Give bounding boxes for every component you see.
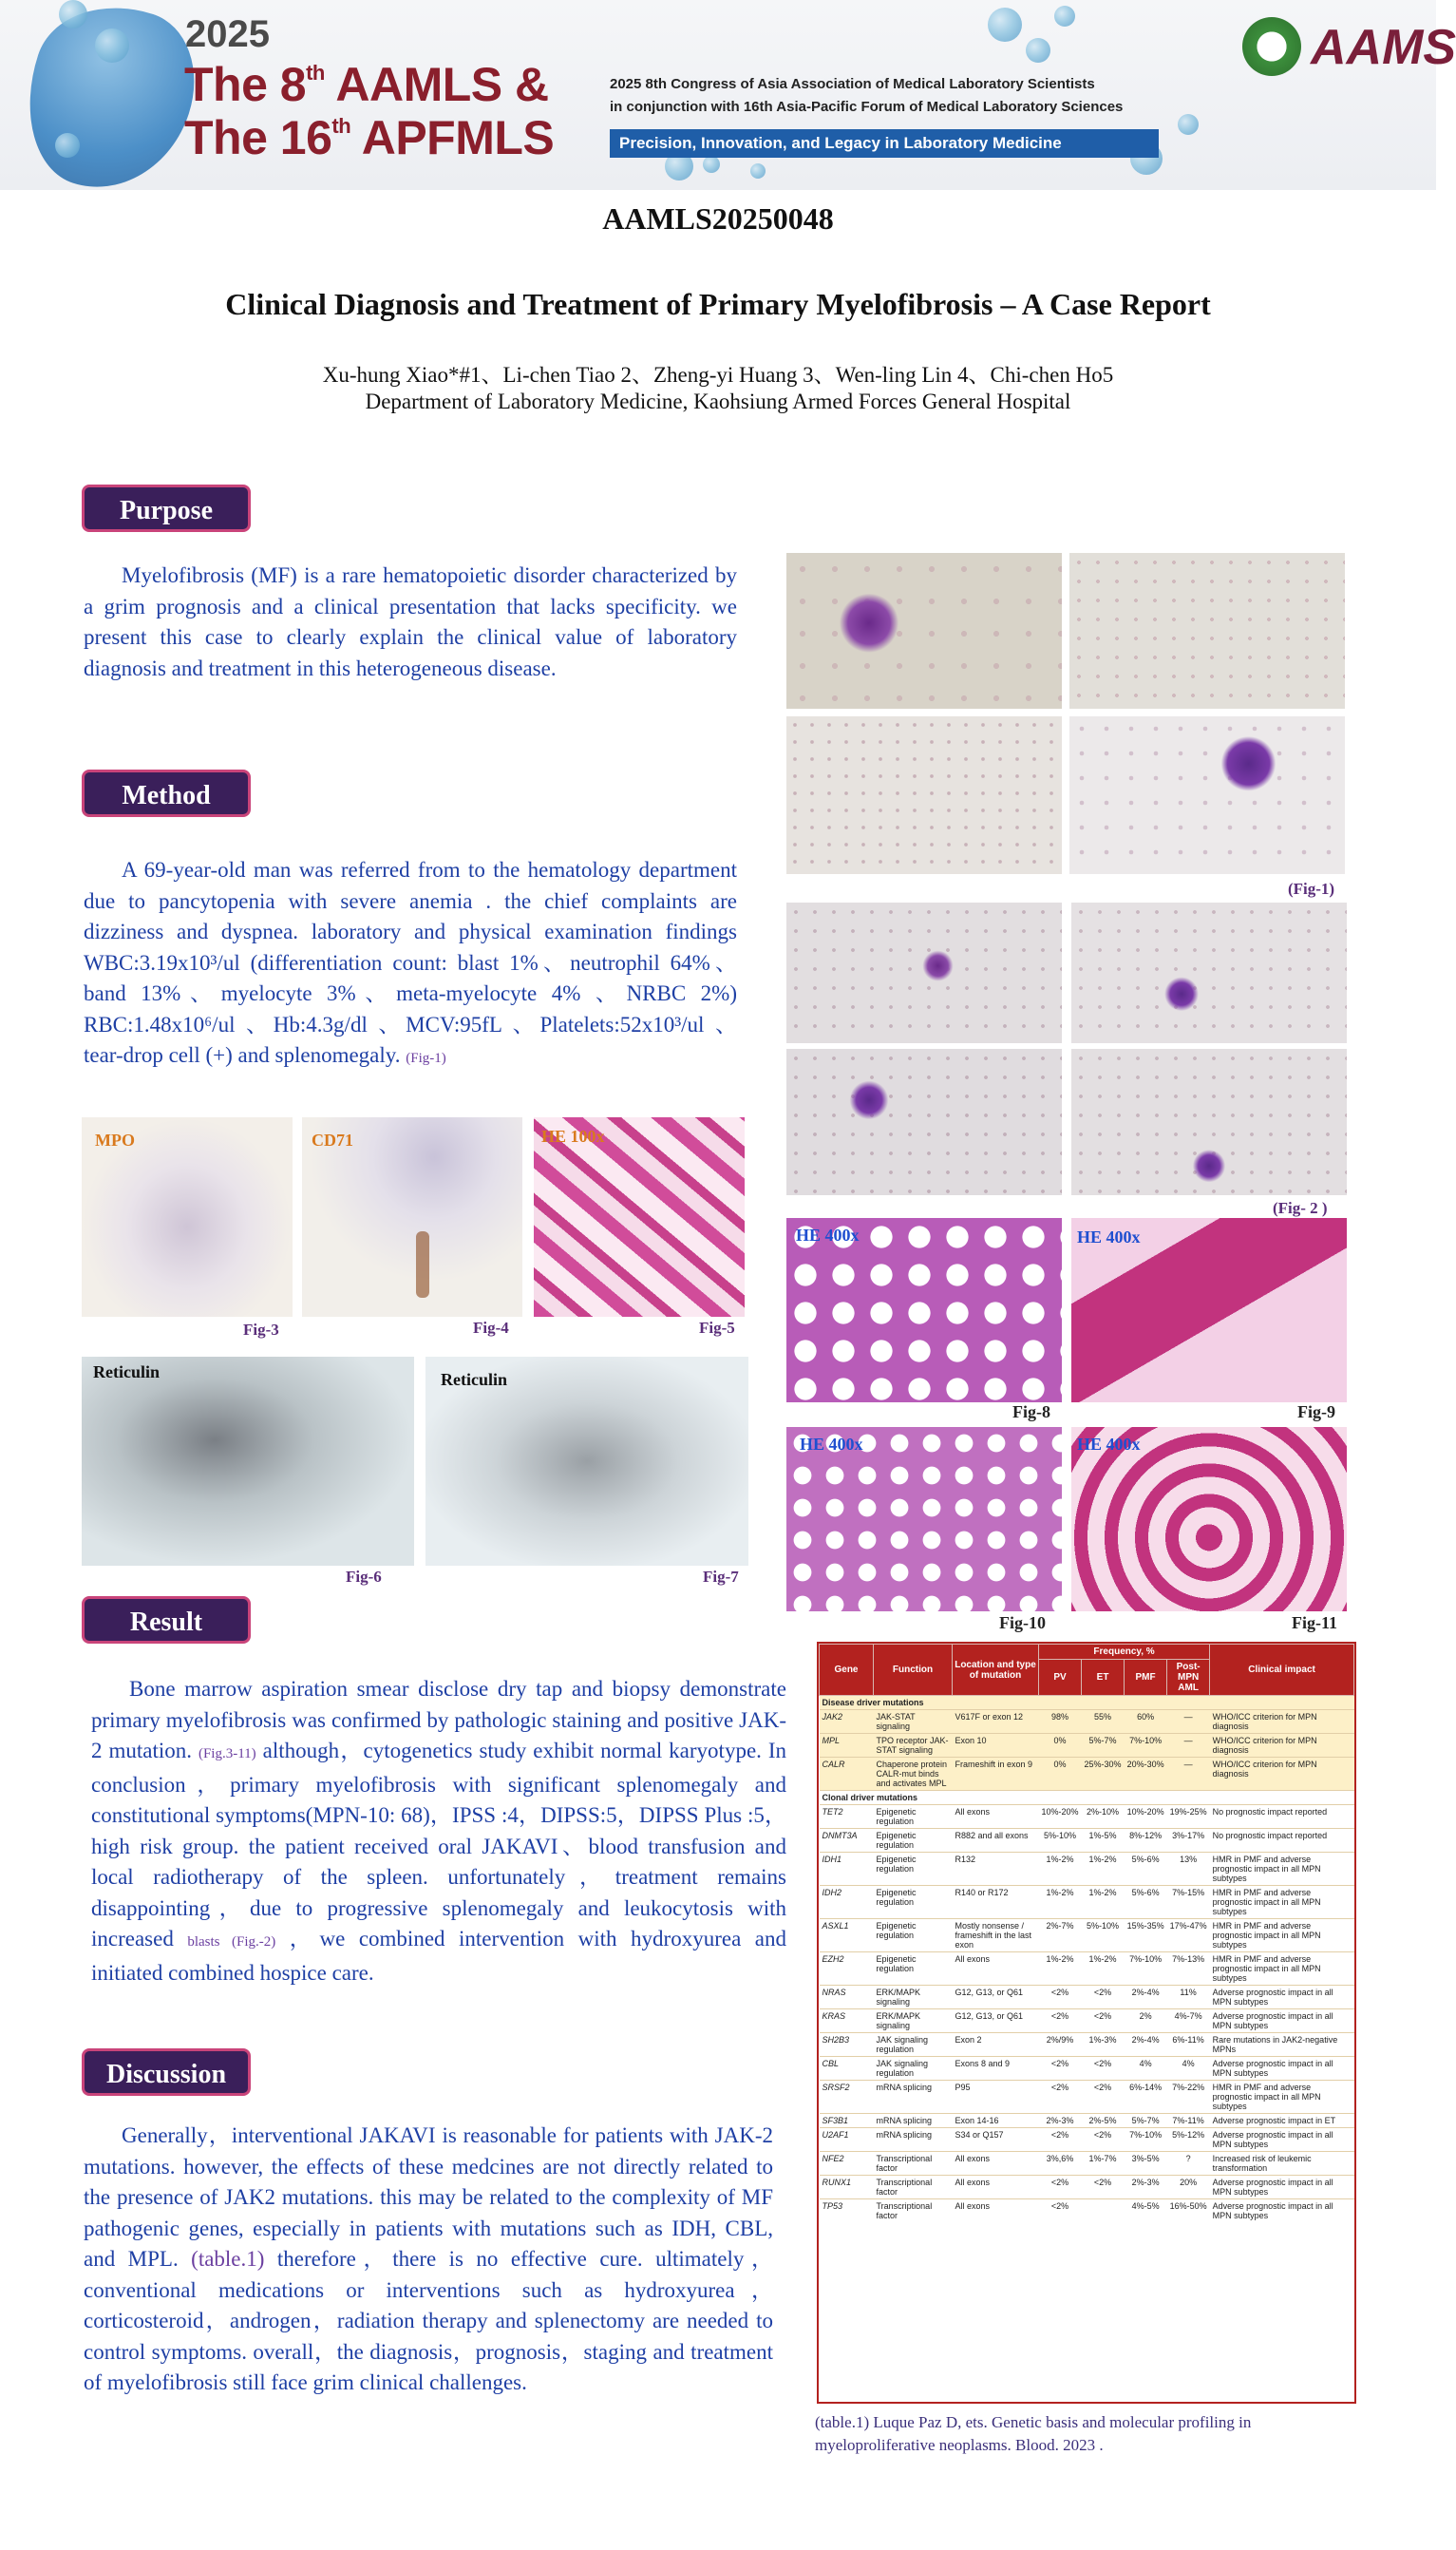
table-cell: Adverse prognostic impact in all MPN subtypes [1210, 2057, 1354, 2081]
table-cell: Epigenetic regulation [874, 1919, 953, 1952]
table-cell: Chaperone protein CALR-mut binds and activates MPL [874, 1758, 953, 1791]
result-citation-a: (Fig.3-11) [198, 1746, 256, 1761]
table-cell: 1%-2% [1039, 1853, 1082, 1886]
table-cell: Adverse prognostic impact in all MPN subtypes [1210, 2128, 1354, 2152]
he400-label-fig9: HE 400x [1077, 1227, 1141, 1246]
table-cell: Adverse prognostic impact in all MPN subtypes [1210, 2176, 1354, 2199]
bubble-decoration [750, 163, 766, 179]
table-cell: <2% [1039, 2057, 1082, 2081]
he400-label-fig11: HE 400x [1077, 1435, 1141, 1454]
table-cell: NRAS [820, 1986, 874, 2009]
blood-smear-image-5 [786, 903, 1062, 1043]
table-group-clonal: Clonal driver mutations [820, 1791, 1354, 1805]
table-cell: 7%-11% [1167, 2114, 1210, 2128]
table-cell: R132 [953, 1853, 1039, 1886]
banner-subtitle-line2: in conjunction with 16th Asia-Pacific Forum of Medical Laboratory Sciences [610, 99, 1124, 115]
table-row [820, 1919, 1354, 1952]
table-cell: SH2B3 [820, 2033, 874, 2057]
he-400x-image-fig10 [786, 1427, 1062, 1611]
table-header-et: ET [1082, 1660, 1125, 1696]
table-cell: CBL [820, 2057, 874, 2081]
table-cell: <2% [1039, 2009, 1082, 2033]
table-cell: Adverse prognostic impact in all MPN subtypes [1210, 2199, 1354, 2223]
table-cell: IDH1 [820, 1853, 874, 1886]
table-cell: DNMT3A [820, 1829, 874, 1853]
fig11-caption: Fig-11 [1292, 1613, 1337, 1632]
table-cell: All exons [953, 1805, 1039, 1829]
fig1-caption: (Fig-1) [1288, 880, 1335, 898]
table-cell: 20%-30% [1125, 1758, 1167, 1791]
table-cell: 1%-2% [1082, 1886, 1125, 1919]
table-cell: 1%-2% [1082, 1952, 1125, 1986]
table-cell: 2%-4% [1125, 1986, 1167, 2009]
blood-smear-image-6 [1071, 903, 1347, 1043]
table-cell: 5%-12% [1167, 2128, 1210, 2152]
table-cell: Exons 8 and 9 [953, 2057, 1039, 2081]
table-cell: All exons [953, 2176, 1039, 2199]
table-cell: ? [1167, 2152, 1210, 2176]
aams-logo: AAMS [1311, 20, 1456, 75]
discussion-heading: Discussion [82, 2048, 251, 2096]
table-cell: 4%-7% [1167, 2009, 1210, 2033]
table-cell: <2% [1039, 2199, 1082, 2223]
table-cell: Transcriptional factor [874, 2199, 953, 2223]
table-cell: WHO/ICC criterion for MPN diagnosis [1210, 1710, 1354, 1734]
table-cell: <2% [1082, 2009, 1125, 2033]
reticulin-stain-image-1 [82, 1357, 414, 1566]
fig8-caption: Fig-8 [1012, 1402, 1050, 1421]
he-400x-image-fig8 [786, 1218, 1062, 1402]
table-cell: Adverse prognostic impact in all MPN subtypes [1210, 2009, 1354, 2033]
table-cell: No prognostic impact reported [1210, 1829, 1354, 1853]
table-cell: 3%-5% [1125, 2152, 1167, 2176]
table-driver-section [820, 1696, 1354, 1791]
table-cell [1082, 2199, 1125, 2223]
paper-id: AAMLS20250048 [602, 201, 834, 236]
table-cell: mRNA splicing [874, 2081, 953, 2114]
mpo-stain-image [82, 1117, 293, 1317]
table-header-gene: Gene [820, 1645, 874, 1696]
table-cell: HMR in PMF and adverse prognostic impact in all MPN subtypes [1210, 1886, 1354, 1919]
fig10-caption: Fig-10 [999, 1613, 1046, 1632]
table-cell: 1%-2% [1039, 1952, 1082, 1986]
table-cell: Adverse prognostic impact in ET [1210, 2114, 1354, 2128]
table-cell: 7%-10% [1125, 1734, 1167, 1758]
table-cell: RUNX1 [820, 2176, 874, 2199]
table-cell: Exon 10 [953, 1734, 1039, 1758]
table-row [820, 1853, 1354, 1886]
table-cell: 1%-2% [1082, 1853, 1125, 1886]
table-cell: WHO/ICC criterion for MPN diagnosis [1210, 1734, 1354, 1758]
table-cell: R882 and all exons [953, 1829, 1039, 1853]
table-cell: 5%-10% [1039, 1829, 1082, 1853]
table-cell: No prognostic impact reported [1210, 1805, 1354, 1829]
table-cell: <2% [1039, 1986, 1082, 2009]
table-cell: NFE2 [820, 2152, 874, 2176]
method-heading: Method [82, 770, 251, 817]
bubble-decoration [95, 29, 129, 63]
table-cell: Rare mutations in JAK2-negative MPNs [1210, 2033, 1354, 2057]
table-row [820, 1710, 1354, 1734]
cd71-label: CD71 [312, 1131, 353, 1150]
table-cell: <2% [1082, 2128, 1125, 2152]
table-row [820, 2114, 1354, 2128]
table-cell: 25%-30% [1082, 1758, 1125, 1791]
congress-banner [0, 0, 1456, 190]
table-row [820, 1829, 1354, 1853]
table-row [820, 1986, 1354, 2009]
table-cell: All exons [953, 1952, 1039, 1986]
table-cell: 55% [1082, 1710, 1125, 1734]
table-cell: 2% [1125, 2009, 1167, 2033]
table-header-frequency: Frequency, % [1039, 1645, 1210, 1660]
table-cell: P95 [953, 2081, 1039, 2114]
table-cell: 7%-10% [1125, 1952, 1167, 1986]
table-cell: mRNA splicing [874, 2114, 953, 2128]
table-row [820, 2176, 1354, 2199]
table-cell: ERK/MAPK signaling [874, 2009, 953, 2033]
bubble-decoration [55, 133, 80, 158]
table-header-post-mpn-aml: Post-MPN AML [1167, 1660, 1210, 1696]
table-cell: 2%-5% [1082, 2114, 1125, 2128]
table-cell: Epigenetic regulation [874, 1829, 953, 1853]
paper-affiliation: Department of Laboratory Medicine, Kaohsiung Armed Forces General Hospital [365, 390, 1071, 413]
table-row [820, 1805, 1354, 1829]
table-cell: Increased risk of leukemic transformation [1210, 2152, 1354, 2176]
gene-mutation-table [819, 1644, 1354, 2222]
blood-smear-image-4 [1069, 716, 1345, 874]
he100-label: HE 100x [541, 1127, 605, 1146]
table-cell: JAK signaling regulation [874, 2057, 953, 2081]
table-cell: 20% [1167, 2176, 1210, 2199]
table-cell: 13% [1167, 1853, 1210, 1886]
table-cell: All exons [953, 2199, 1039, 2223]
table-cell: HMR in PMF and adverse prognostic impact in all MPN subtypes [1210, 2081, 1354, 2114]
he400-label-fig8: HE 400x [796, 1226, 860, 1245]
banner-year: 2025 [185, 13, 270, 55]
table-cell: TPO receptor JAK-STAT signaling [874, 1734, 953, 1758]
table-header-location: Location and type of mutation [953, 1645, 1039, 1696]
table-cell: JAK signaling regulation [874, 2033, 953, 2057]
table-cell: <2% [1082, 2081, 1125, 2114]
table-cell: 3%,6% [1039, 2152, 1082, 2176]
reticulin-stain-image-2 [425, 1357, 748, 1566]
table-cell: 17%-47% [1167, 1919, 1210, 1952]
table-row [820, 1758, 1354, 1791]
result-heading: Result [82, 1596, 251, 1644]
fig4-caption: Fig-4 [473, 1319, 509, 1337]
table-cell: 7%-13% [1167, 1952, 1210, 1986]
table-cell: HMR in PMF and adverse prognostic impact in all MPN subtypes [1210, 1919, 1354, 1952]
table-cell: 5%-10% [1082, 1919, 1125, 1952]
table-group-driver: Disease driver mutations [820, 1696, 1354, 1710]
table-cell: 5%-7% [1082, 1734, 1125, 1758]
table-cell: 2%-7% [1039, 1919, 1082, 1952]
blood-smear-image-3 [786, 716, 1062, 874]
paper-authors: Xu-hung Xiao*#1、Li-chen Tiao 2、Zheng-yi Huang 3、Wen-ling Lin 4、Chi-chen Ho5 [322, 363, 1114, 387]
table-cell: mRNA splicing [874, 2128, 953, 2152]
table-cell: ASXL1 [820, 1919, 874, 1952]
table-cell: <2% [1039, 2081, 1082, 2114]
table-header-function: Function [874, 1645, 953, 1696]
table-cell: 16%-50% [1167, 2199, 1210, 2223]
table-cell: ERK/MAPK signaling [874, 1986, 953, 2009]
method-paragraph: A 69-year-old man was referred from to the hematology department due to pancytopenia with severe anemia . the chief complaints are dizziness and dyspnea. laboratory and physical examination findings WBC:3.19x10³/ul (differentiation count: blast 1%、neutrophil 64%、band 13%、myelocyte 3%、meta-myelocyte 4% 、NRBC 2%) RBC:1.48x10⁶/ul 、Hb:4.3g/dl 、MCV:95fL 、Platelets:52x10³/ul 、tear-drop cell (+) and splenomegaly. (Fig-1) [84, 858, 737, 1067]
banner-title-line2: The 16th APFMLS [184, 111, 555, 164]
table-cell: 2%-10% [1082, 1805, 1125, 1829]
table-cell: Epigenetic regulation [874, 1952, 953, 1986]
fig5-caption: Fig-5 [699, 1319, 735, 1337]
blood-smear-image-2 [1069, 553, 1345, 709]
bubble-decoration [1178, 114, 1199, 135]
purpose-heading: Purpose [82, 485, 251, 532]
bubble-decoration [703, 156, 720, 173]
table-header-impact: Clinical impact [1210, 1645, 1354, 1696]
table-cell: 15%-35% [1125, 1919, 1167, 1952]
table-cell: <2% [1039, 2128, 1082, 2152]
table-cell: CALR [820, 1758, 874, 1791]
bubble-decoration [988, 8, 1022, 42]
discussion-paragraph: Generally，interventional JAKAVI is reasonable for patients with JAK-2 mutations. however, the effects of these medcines are not directly related to the presence of JAK2 mutations. this may be related to the complexity of MF pathogenic genes, especially in patients with mutations such as IDH, CBL, and MPL. (table.1) therefore，there is no effective cure. ultimately，conventional medications or interventions such as hydroxyurea，corticosteroid，androgen，radiation therapy and splenectomy are needed to control symptoms. overall，the diagnosis，prognosis，staging and treatment of myelofibrosis still face grim clinical challenges. [84, 2123, 774, 2394]
table-cell: S34 or Q157 [953, 2128, 1039, 2152]
paper-title: Clinical Diagnosis and Treatment of Primary Myelofibrosis – A Case Report [225, 287, 1211, 321]
table-cell: 60% [1125, 1710, 1167, 1734]
table-cell: 10%-20% [1039, 1805, 1082, 1829]
table-cell: Epigenetic regulation [874, 1886, 953, 1919]
table-cell: 5%-6% [1125, 1853, 1167, 1886]
table-cell: 1%-7% [1082, 2152, 1125, 2176]
table-cell: 7%-22% [1167, 2081, 1210, 2114]
table-cell: 4% [1167, 2057, 1210, 2081]
table-cell: G12, G13, or Q61 [953, 2009, 1039, 2033]
mpo-label: MPO [95, 1131, 135, 1150]
table-cell: — [1167, 1710, 1210, 1734]
blood-smear-image-8 [1071, 1049, 1347, 1195]
table-cell: Exon 14-16 [953, 2114, 1039, 2128]
table-cell: 1%-2% [1039, 1886, 1082, 1919]
table-cell: 98% [1039, 1710, 1082, 1734]
table-cell: Exon 2 [953, 2033, 1039, 2057]
he-400x-image-fig9 [1071, 1218, 1347, 1402]
table-cell: 5%-7% [1125, 2114, 1167, 2128]
table-cell: 5%-6% [1125, 1886, 1167, 1919]
fig6-caption: Fig-6 [346, 1568, 382, 1586]
blood-smear-image-7 [786, 1049, 1062, 1195]
table-row [820, 2057, 1354, 2081]
table-row [820, 1952, 1354, 1986]
table-cell: 1%-5% [1082, 1829, 1125, 1853]
table-cell: 7%-15% [1167, 1886, 1210, 1919]
table-cell: 6%-11% [1167, 2033, 1210, 2057]
table-cell: 8%-12% [1125, 1829, 1167, 1853]
table-cell: 10%-20% [1125, 1805, 1167, 1829]
table-cell: KRAS [820, 2009, 874, 2033]
table-cell: IDH2 [820, 1886, 874, 1919]
table-cell: Epigenetic regulation [874, 1853, 953, 1886]
table-cell: — [1167, 1734, 1210, 1758]
table-row [820, 2009, 1354, 2033]
table-cell: 4% [1125, 2057, 1167, 2081]
purpose-paragraph: Myelofibrosis (MF) is a rare hematopoietic disorder characterized by a grim prognosis and a clinical presentation that lacks specificity. we present this case to clearly explain the clinical value of laboratory diagnosis and treatment in this heterogeneous disease. [84, 563, 737, 680]
table-row [820, 2128, 1354, 2152]
result-paragraph: Bone marrow aspiration smear disclose dry tap and biopsy demonstrate primary myelofibrosis was confirmed by pathologic staining and positive JAK-2 mutation. (Fig.3-11) although，cytogenetics study exhibit normal karyotype. In conclusion，primary myelofibrosis with significant splenomegaly and constitutional symptoms(MPN-10: 68)，IPSS :4，DIPSS:5，DIPSS Plus :5， high risk group. the patient received oral JAKAVI、blood transfusion and local radiotherapy of the spleen. unfortunately，treatment remains disappointing，due to progressive splenomegaly and leukocytosis with increased blasts (Fig.-2) ，we combined intervention with hydroxyurea and initiated combined hospice care. [91, 1677, 787, 1985]
table-cell: Adverse prognostic impact in all MPN subtypes [1210, 1986, 1354, 2009]
table-header-pmf: PMF [1125, 1660, 1167, 1696]
banner-title-line1: The 8th AAMLS & [184, 58, 549, 111]
table-cell: R140 or R172 [953, 1886, 1039, 1919]
table-cell: Frameshift in exon 9 [953, 1758, 1039, 1791]
table-cell: HMR in PMF and adverse prognostic impact in all MPN subtypes [1210, 1853, 1354, 1886]
table-cell: 7%-10% [1125, 2128, 1167, 2152]
table-cell: U2AF1 [820, 2128, 874, 2152]
table-cell: 3%-17% [1167, 1829, 1210, 1853]
table-cell: G12, G13, or Q61 [953, 1986, 1039, 2009]
table-row [820, 2199, 1354, 2223]
he-400x-image-fig11 [1071, 1427, 1347, 1611]
table-header-pv: PV [1039, 1660, 1082, 1696]
table-cell: Transcriptional factor [874, 2152, 953, 2176]
table-row [820, 1886, 1354, 1919]
table-cell: HMR in PMF and adverse prognostic impact in all MPN subtypes [1210, 1952, 1354, 1986]
table-cell: Mostly nonsense / frameshift in the last exon [953, 1919, 1039, 1952]
table-cell: WHO/ICC criterion for MPN diagnosis [1210, 1758, 1354, 1791]
blood-smear-image-1 [786, 553, 1062, 709]
table-cell: 2%/9% [1039, 2033, 1082, 2057]
fig7-caption: Fig-7 [703, 1568, 739, 1586]
table-cell: <2% [1082, 2176, 1125, 2199]
table-cell: JAK-STAT signaling [874, 1710, 953, 1734]
table-cell: 0% [1039, 1758, 1082, 1791]
table-cell: JAK2 [820, 1710, 874, 1734]
table-row [820, 2152, 1354, 2176]
table-cell: 6%-14% [1125, 2081, 1167, 2114]
table-row [820, 2033, 1354, 2057]
bubble-decoration [59, 0, 87, 29]
fig3-caption: Fig-3 [243, 1321, 279, 1339]
table-cell: 2%-3% [1125, 2176, 1167, 2199]
table-cell: — [1167, 1758, 1210, 1791]
table-cell: <2% [1082, 2057, 1125, 2081]
table-cell: <2% [1039, 2176, 1082, 2199]
table-row [820, 2081, 1354, 2114]
table-row [820, 1734, 1354, 1758]
banner-tagline: Precision, Innovation, and Legacy in Laboratory Medicine [610, 129, 1159, 158]
table-cell: EZH2 [820, 1952, 874, 1986]
reticulin-label-1: Reticulin [93, 1362, 160, 1381]
result-citation-b: blasts (Fig.-2) [187, 1934, 276, 1950]
table-cell: MPL [820, 1734, 874, 1758]
banner-subtitle-line1: 2025 8th Congress of Asia Association of Medical Laboratory Scientists [610, 76, 1095, 92]
table-cell: SRSF2 [820, 2081, 874, 2114]
table-caption: (table.1) Luque Paz D, ets. Genetic basis and molecular profiling in myeloproliferative neoplasms. Blood. 2023 . [815, 2413, 1252, 2454]
he-100x-image [534, 1117, 745, 1317]
fig9-caption: Fig-9 [1297, 1402, 1335, 1421]
table-cell: V617F or exon 12 [953, 1710, 1039, 1734]
society-seal-logo [1242, 17, 1301, 76]
fig2-caption: (Fig- 2 ) [1273, 1199, 1328, 1217]
table-cell: TET2 [820, 1805, 874, 1829]
he400-label-fig10: HE 400x [800, 1435, 863, 1454]
cd71-stain-image [302, 1117, 522, 1317]
table-cell: 2%-4% [1125, 2033, 1167, 2057]
bubble-decoration [1026, 38, 1050, 63]
table-cell: 1%-3% [1082, 2033, 1125, 2057]
table-cell: 4%-5% [1125, 2199, 1167, 2223]
reticulin-label-2: Reticulin [441, 1370, 507, 1389]
bubble-decoration [1054, 6, 1075, 27]
table-cell: 0% [1039, 1734, 1082, 1758]
table-cell: 2%-3% [1039, 2114, 1082, 2128]
table-cell: SF3B1 [820, 2114, 874, 2128]
table-clonal-section [820, 1791, 1354, 2223]
table-cell: Epigenetic regulation [874, 1805, 953, 1829]
table-cell: Transcriptional factor [874, 2176, 953, 2199]
discussion-citation: (table.1) [191, 2247, 265, 2271]
table-cell: TP53 [820, 2199, 874, 2223]
table-cell: 19%-25% [1167, 1805, 1210, 1829]
table-cell: All exons [953, 2152, 1039, 2176]
table-cell: 11% [1167, 1986, 1210, 2009]
table-cell: <2% [1082, 1986, 1125, 2009]
method-citation: (Fig-1) [406, 1051, 446, 1066]
